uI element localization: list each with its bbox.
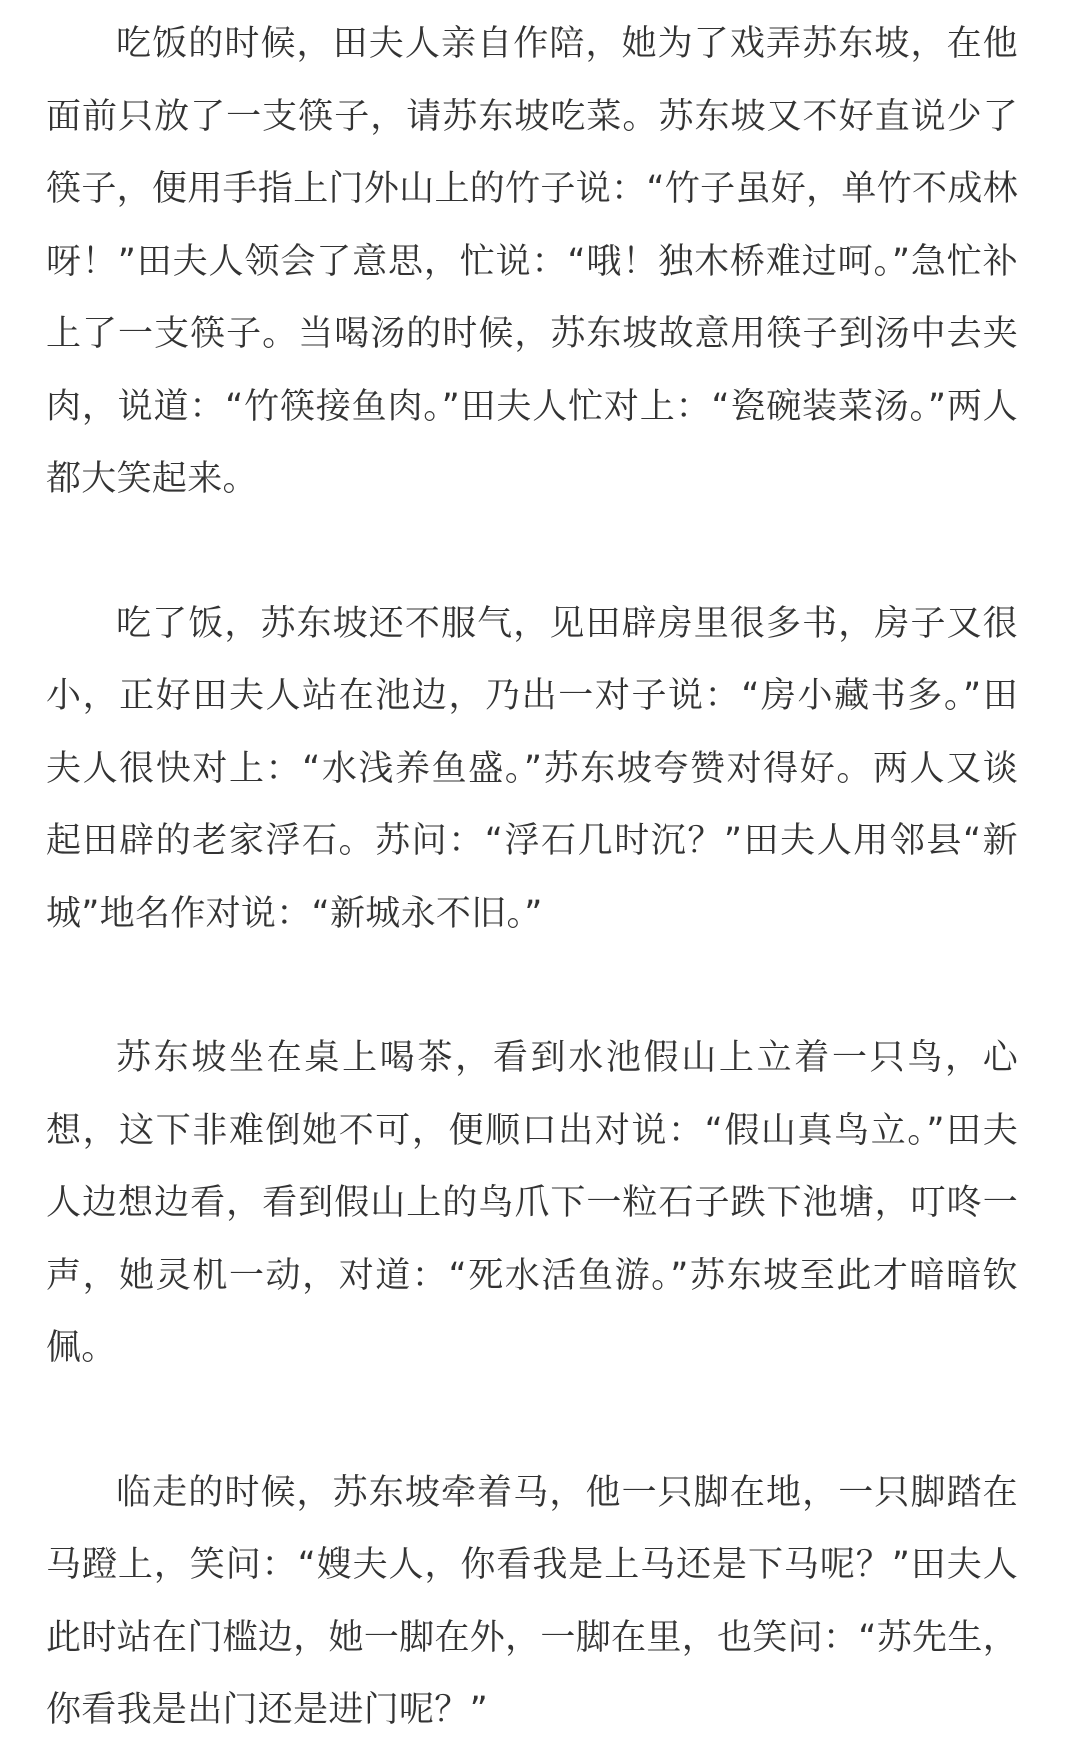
paragraph-1: 吃饭的时候，田夫人亲自作陪，她为了戏弄苏东坡，在他面前只放了一支筷子，请苏东坡吃菜。苏东坡又不好直说少了筷子，便用手指上门外山上的竹子说：“竹子虽好，单竹不成林呀！”田夫人领会了意思，忙说：“哦！独木桥难过呵。”急忙补上了一支筷子。当喝汤的时候，苏东坡故意用筷子到汤中去夹肉，说道：“竹筷接鱼肉。”田夫人忙对上：“瓷碗装菜汤。”两人都大笑起来。 (46, 24, 1018, 499)
paragraph-4: 临走的时候，苏东坡牵着马，他一只脚在地，一只脚踏在马蹬上，笑问：“嫂夫人，你看我是上马还是下马呢？”田夫人此时站在门槛边，她一脚在外，一脚在里，也笑问：“苏先生，你看我是出门还是进门呢？” (46, 1472, 1018, 1730)
paragraph-2: 吃了饭，苏东坡还不服气，见田辟房里很多书，房子又很小，正好田夫人站在池边，乃出一对子说：“房小藏书多。”田夫人很快对上：“水浅养鱼盛。”苏东坡夸赞对得好。两人又谈起田辟的老家浮石。苏问：“浮石几时沉？”田夫人用邻县“新城”地名作对说：“新城永不旧。” (46, 603, 1018, 934)
article-body (46, 8, 1018, 1747)
paragraph-3: 苏东坡坐在桌上喝茶，看到水池假山上立着一只鸟，心想，这下非难倒她不可，便顺口出对说：“假山真鸟立。”田夫人边想边看，看到假山上的鸟爪下一粒石子跌下池塘，叮咚一声，她灵机一动，对道：“死水活鱼游。”苏东坡至此才暗暗钦佩。 (46, 1038, 1018, 1368)
